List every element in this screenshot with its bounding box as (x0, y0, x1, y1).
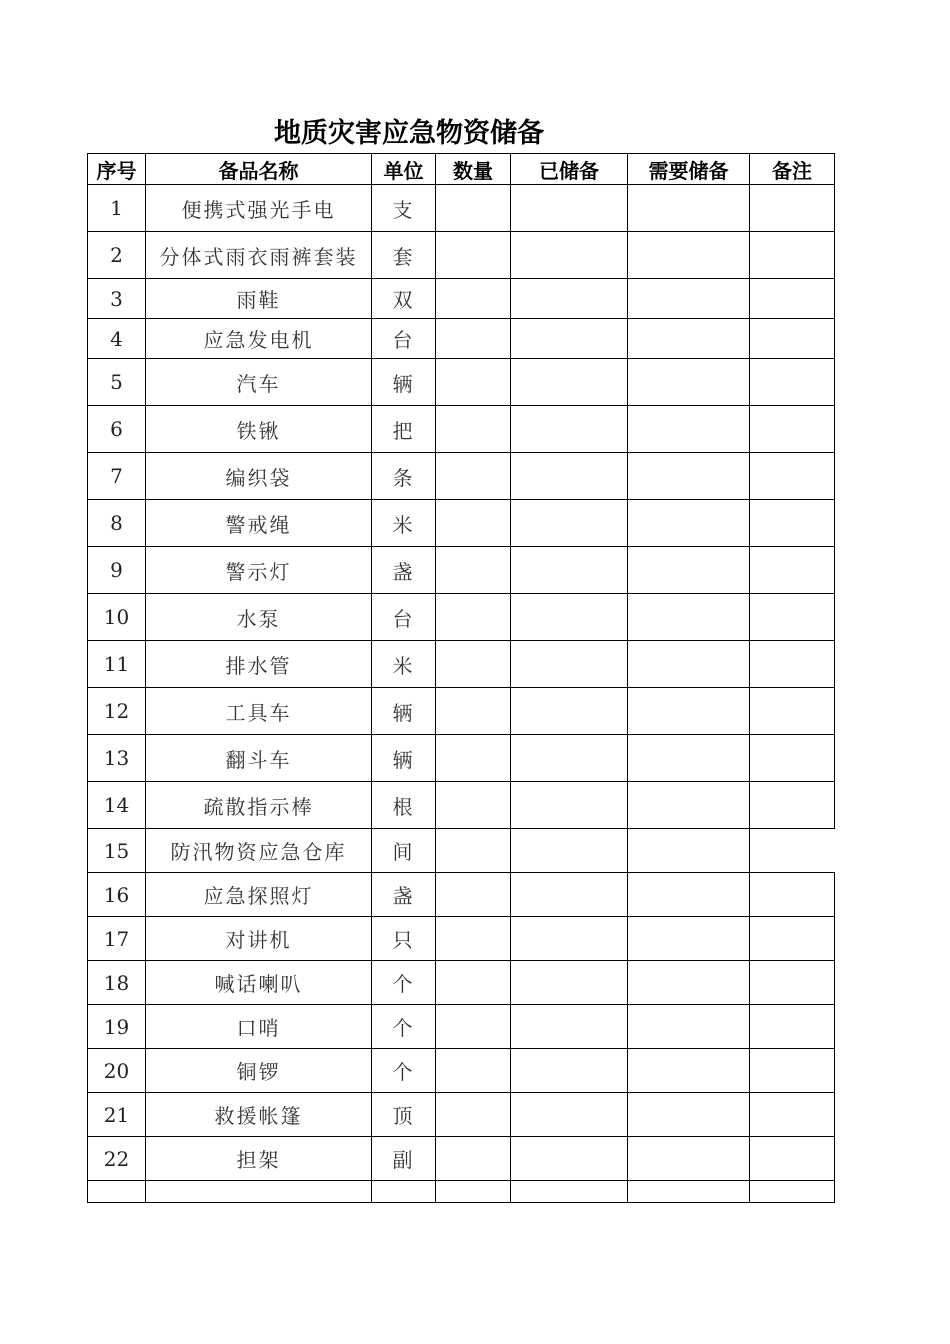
cell-item-name: 排水管 (146, 641, 372, 688)
cell-remarks (750, 232, 835, 279)
table-row (88, 641, 835, 688)
cell-stocked (511, 319, 628, 359)
table-row (88, 1181, 835, 1203)
cell-stocked (511, 961, 628, 1005)
cell-stocked (511, 594, 628, 641)
cell-seq: 6 (88, 406, 146, 453)
cell-item-name: 警示灯 (146, 547, 372, 594)
cell-needed (628, 1005, 750, 1049)
cell-seq: 3 (88, 279, 146, 319)
cell-quantity (436, 688, 511, 735)
cell-stocked (511, 232, 628, 279)
cell-quantity (436, 232, 511, 279)
cell-item-name: 喊话喇叭 (146, 961, 372, 1005)
cell-seq: 8 (88, 500, 146, 547)
cell-needed (628, 735, 750, 782)
cell-seq: 13 (88, 735, 146, 782)
cell-remarks (750, 688, 835, 735)
cell-quantity (436, 1093, 511, 1137)
header-seq: 序号 (88, 154, 146, 185)
table-row (88, 1049, 835, 1093)
header-stocked: 已储备 (511, 154, 628, 185)
cell-needed (628, 232, 750, 279)
cell-remarks (750, 1181, 835, 1203)
cell-stocked (511, 873, 628, 917)
table-row (88, 735, 835, 782)
cell-item-name: 雨鞋 (146, 279, 372, 319)
cell-seq: 14 (88, 782, 146, 829)
cell-seq: 21 (88, 1093, 146, 1137)
cell-stocked (511, 1181, 628, 1203)
cell-quantity (436, 594, 511, 641)
cell-unit: 个 (372, 1005, 436, 1049)
cell-remarks (750, 641, 835, 688)
cell-unit (372, 1181, 436, 1203)
cell-stocked (511, 641, 628, 688)
cell-remarks (750, 500, 835, 547)
cell-unit: 辆 (372, 688, 436, 735)
cell-seq: 5 (88, 359, 146, 406)
header-unit: 单位 (372, 154, 436, 185)
cell-seq: 12 (88, 688, 146, 735)
cell-remarks (750, 359, 835, 406)
cell-quantity (436, 1049, 511, 1093)
cell-item-name: 救援帐篷 (146, 1093, 372, 1137)
cell-stocked (511, 688, 628, 735)
cell-unit: 根 (372, 782, 436, 829)
cell-needed (628, 917, 750, 961)
cell-unit: 条 (372, 453, 436, 500)
table-row (88, 917, 835, 961)
cell-needed (628, 688, 750, 735)
cell-unit: 副 (372, 1137, 436, 1181)
cell-quantity (436, 1137, 511, 1181)
cell-stocked (511, 1049, 628, 1093)
cell-quantity (436, 829, 511, 873)
cell-quantity (436, 961, 511, 1005)
cell-unit: 顶 (372, 1093, 436, 1137)
cell-remarks (750, 873, 835, 917)
cell-quantity (436, 917, 511, 961)
cell-unit: 盏 (372, 873, 436, 917)
cell-quantity (436, 185, 511, 232)
cell-seq: 22 (88, 1137, 146, 1181)
table-row (88, 406, 835, 453)
cell-unit: 双 (372, 279, 436, 319)
cell-item-name: 应急探照灯 (146, 873, 372, 917)
cell-item-name: 应急发电机 (146, 319, 372, 359)
cell-quantity (436, 406, 511, 453)
cell-stocked (511, 453, 628, 500)
cell-needed (628, 319, 750, 359)
cell-quantity (436, 1005, 511, 1049)
cell-quantity (436, 782, 511, 829)
header-needed: 需要储备 (628, 154, 750, 185)
cell-unit: 台 (372, 319, 436, 359)
cell-seq: 16 (88, 873, 146, 917)
cell-seq: 15 (88, 829, 146, 873)
cell-stocked (511, 735, 628, 782)
table-row (88, 829, 835, 873)
cell-item-name: 担架 (146, 1137, 372, 1181)
cell-item-name: 便携式强光手电 (146, 185, 372, 232)
cell-unit: 支 (372, 185, 436, 232)
cell-needed (628, 1137, 750, 1181)
cell-needed (628, 1181, 750, 1203)
cell-needed (628, 406, 750, 453)
cell-item-name: 分体式雨衣雨裤套装 (146, 232, 372, 279)
cell-unit: 辆 (372, 359, 436, 406)
cell-stocked (511, 500, 628, 547)
table-row (88, 232, 835, 279)
table-row (88, 782, 835, 829)
cell-quantity (436, 547, 511, 594)
cell-unit: 把 (372, 406, 436, 453)
cell-needed (628, 500, 750, 547)
cell-item-name: 工具车 (146, 688, 372, 735)
cell-item-name: 对讲机 (146, 917, 372, 961)
cell-quantity (436, 453, 511, 500)
cell-quantity (436, 1181, 511, 1203)
cell-remarks (750, 279, 835, 319)
cell-needed (628, 641, 750, 688)
cell-remarks (750, 185, 835, 232)
cell-seq: 2 (88, 232, 146, 279)
cell-stocked (511, 917, 628, 961)
table-row (88, 594, 835, 641)
header-remarks: 备注 (750, 154, 835, 185)
cell-stocked (511, 547, 628, 594)
table-row (88, 359, 835, 406)
cell-needed (628, 547, 750, 594)
cell-stocked (511, 1005, 628, 1049)
cell-remarks (750, 319, 835, 359)
cell-item-name: 疏散指示棒 (146, 782, 372, 829)
cell-remarks (750, 547, 835, 594)
cell-seq: 10 (88, 594, 146, 641)
cell-unit: 盏 (372, 547, 436, 594)
table-row (88, 547, 835, 594)
cell-stocked (511, 359, 628, 406)
table-row (88, 1005, 835, 1049)
cell-needed (628, 359, 750, 406)
cell-remarks (750, 406, 835, 453)
cell-item-name: 防汛物资应急仓库 (146, 829, 372, 873)
cell-item-name: 编织袋 (146, 453, 372, 500)
cell-remarks (750, 1049, 835, 1093)
cell-seq: 19 (88, 1005, 146, 1049)
table-row (88, 688, 835, 735)
cell-needed (628, 829, 750, 873)
table-row (88, 453, 835, 500)
cell-unit: 间 (372, 829, 436, 873)
cell-stocked (511, 185, 628, 232)
cell-unit: 辆 (372, 735, 436, 782)
cell-unit: 个 (372, 961, 436, 1005)
cell-item-name: 水泵 (146, 594, 372, 641)
cell-stocked (511, 279, 628, 319)
cell-needed (628, 873, 750, 917)
cell-needed (628, 453, 750, 500)
cell-remarks (750, 735, 835, 782)
cell-item-name: 警戒绳 (146, 500, 372, 547)
cell-seq: 17 (88, 917, 146, 961)
cell-stocked (511, 406, 628, 453)
cell-remarks (750, 782, 835, 829)
cell-unit: 米 (372, 641, 436, 688)
cell-remarks (750, 594, 835, 641)
cell-needed (628, 279, 750, 319)
cell-quantity (436, 279, 511, 319)
cell-stocked (511, 782, 628, 829)
cell-seq: 9 (88, 547, 146, 594)
cell-seq (88, 1181, 146, 1203)
cell-unit: 套 (372, 232, 436, 279)
cell-quantity (436, 735, 511, 782)
table-body (88, 185, 835, 1203)
cell-needed (628, 1093, 750, 1137)
cell-remarks (750, 453, 835, 500)
page-title: 地质灾害应急物资储备 (274, 118, 544, 149)
header-quantity: 数量 (436, 154, 511, 185)
cell-stocked (511, 1137, 628, 1181)
cell-needed (628, 594, 750, 641)
cell-seq: 20 (88, 1049, 146, 1093)
table-row (88, 319, 835, 359)
cell-seq: 7 (88, 453, 146, 500)
table-row (88, 873, 835, 917)
cell-remarks (750, 829, 835, 873)
cell-seq: 18 (88, 961, 146, 1005)
table-row (88, 279, 835, 319)
cell-item-name: 铁锹 (146, 406, 372, 453)
cell-unit: 米 (372, 500, 436, 547)
cell-remarks (750, 917, 835, 961)
cell-remarks (750, 1093, 835, 1137)
header-row (88, 154, 835, 185)
cell-item-name (146, 1181, 372, 1203)
header-item-name: 备品名称 (146, 154, 372, 185)
cell-stocked (511, 829, 628, 873)
cell-seq: 1 (88, 185, 146, 232)
cell-quantity (436, 500, 511, 547)
cell-item-name: 铜锣 (146, 1049, 372, 1093)
cell-needed (628, 782, 750, 829)
cell-item-name: 汽车 (146, 359, 372, 406)
cell-needed (628, 185, 750, 232)
cell-unit: 台 (372, 594, 436, 641)
cell-quantity (436, 319, 511, 359)
cell-item-name: 翻斗车 (146, 735, 372, 782)
table-row (88, 961, 835, 1005)
supplies-table (87, 153, 835, 1203)
cell-seq: 11 (88, 641, 146, 688)
cell-quantity (436, 641, 511, 688)
cell-unit: 个 (372, 1049, 436, 1093)
cell-remarks (750, 961, 835, 1005)
table-row (88, 1093, 835, 1137)
cell-remarks (750, 1005, 835, 1049)
cell-unit: 只 (372, 917, 436, 961)
cell-stocked (511, 1093, 628, 1137)
table-row (88, 500, 835, 547)
cell-needed (628, 961, 750, 1005)
cell-needed (628, 1049, 750, 1093)
table-row (88, 185, 835, 232)
table-row (88, 1137, 835, 1181)
cell-quantity (436, 873, 511, 917)
cell-remarks (750, 1137, 835, 1181)
cell-seq: 4 (88, 319, 146, 359)
cell-quantity (436, 359, 511, 406)
cell-item-name: 口哨 (146, 1005, 372, 1049)
